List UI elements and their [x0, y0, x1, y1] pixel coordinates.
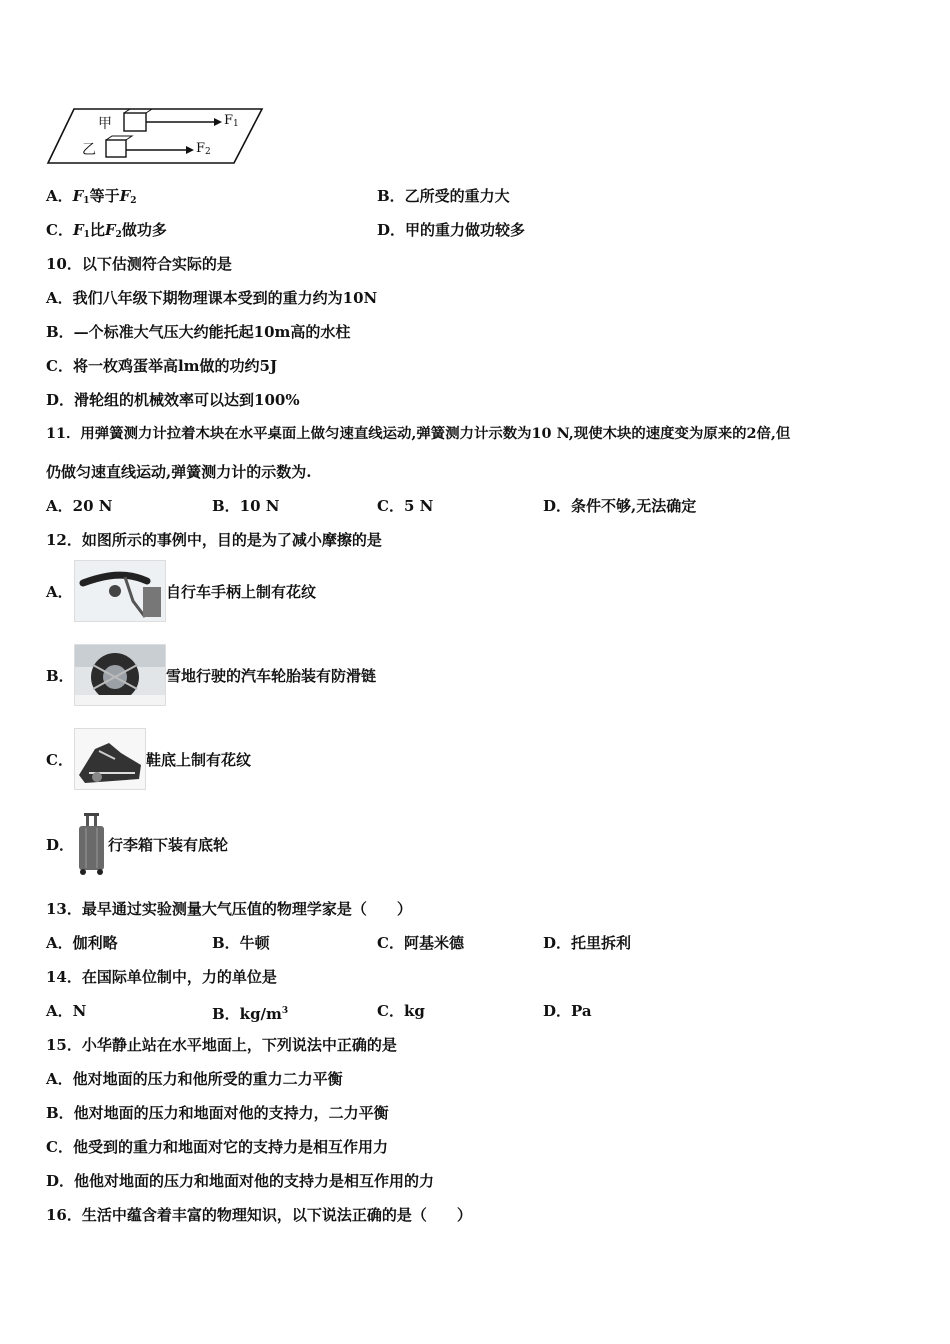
snow-chain-tire-image	[74, 644, 166, 706]
q13-option-a[interactable]: A．伽利略	[46, 934, 118, 952]
q9-option-b[interactable]: B．乙所受的重力大	[377, 187, 510, 205]
q14-option-a[interactable]: A．N	[46, 1002, 87, 1020]
q14-stem: 14．在国际单位制中，力的单位是	[46, 968, 277, 986]
q12-stem: 12．如图所示的事例中，目的是为了减小摩擦的是	[46, 531, 382, 549]
label-f1: $F_1$	[224, 113, 239, 129]
bicycle-handle-image	[74, 560, 166, 622]
q10-stem: 10．以下估测符合实际的是	[46, 255, 232, 273]
label-yi: 乙	[82, 142, 96, 158]
q12-option-c[interactable]: C． 鞋底上制有花纹	[46, 728, 251, 790]
q12-option-d[interactable]: D． 行李箱下装有底轮	[46, 812, 228, 876]
q15-option-c[interactable]: C．他受到的重力和地面对它的支持力是相互作用力	[46, 1138, 388, 1156]
shoe-sole-image	[74, 728, 146, 790]
q11-option-b[interactable]: B．10 N	[212, 497, 280, 515]
q15-option-d[interactable]: D．他他对地面的压力和地面对他的支持力是相互作用的力	[46, 1172, 435, 1190]
q13-option-b[interactable]: B．牛顿	[212, 934, 270, 952]
q14-option-b[interactable]: B．$kg/m^3$	[212, 1005, 289, 1023]
q12-option-a[interactable]: A． 自行车手柄上制有花纹	[46, 560, 316, 622]
q10-option-b[interactable]: B．—个标准大气压大约能托起10m高的水柱	[46, 323, 351, 341]
q12-option-b[interactable]: B． 雪地行驶的汽车轮胎装有防滑链	[46, 644, 376, 706]
q10-option-c[interactable]: C．将一枚鸡蛋举高lm做的功约5J	[46, 357, 278, 375]
q14-option-c[interactable]: C．kg	[377, 1002, 425, 1020]
q10-option-a[interactable]: A．我们八年级下期物理课本受到的重力约为10N	[46, 289, 378, 307]
q11-stem-line1: 11．用弹簧测力计拉着木块在水平桌面上做匀速直线运动,弹簧测力计示数为10 N,现使木块的速度变为原来的2倍,但	[46, 425, 791, 442]
q14-option-d[interactable]: D．Pa	[543, 1002, 592, 1020]
luggage-wheels-image	[74, 812, 108, 876]
q11-option-a[interactable]: A．20 N	[46, 497, 113, 515]
q16-stem: 16．生活中蕴含着丰富的物理知识，以下说法正确的是（ ）	[46, 1206, 472, 1224]
q11-stem-line2: 仍做匀速直线运动,弹簧测力计的示数为.	[46, 463, 312, 481]
q15-option-a[interactable]: A．他对地面的压力和他所受的重力二力平衡	[46, 1070, 343, 1088]
force-figure	[46, 105, 266, 169]
q15-option-b[interactable]: B．他对地面的压力和地面对他的支持力，二力平衡	[46, 1104, 389, 1122]
q10-option-d[interactable]: D．滑轮组的机械效率可以达到100%	[46, 391, 300, 409]
q9-option-c[interactable]: C．$F_1$比$F_2$做功多	[46, 221, 167, 240]
q15-stem: 15．小华静止站在水平地面上，下列说法中正确的是	[46, 1036, 397, 1054]
q11-option-c[interactable]: C．5 N	[377, 497, 434, 515]
q13-stem: 13．最早通过实验测量大气压值的物理学家是（ ）	[46, 900, 412, 918]
q9-option-d[interactable]: D．甲的重力做功较多	[377, 221, 526, 239]
q9-option-a[interactable]: A．$F_1$等于$F_2$	[46, 187, 137, 206]
label-f2: $F_2$	[196, 141, 211, 157]
label-jia: 甲	[98, 116, 112, 132]
q13-option-c[interactable]: C．阿基米德	[377, 934, 464, 952]
q13-option-d[interactable]: D．托里拆利	[543, 934, 632, 952]
q11-option-d[interactable]: D．条件不够,无法确定	[543, 497, 697, 515]
